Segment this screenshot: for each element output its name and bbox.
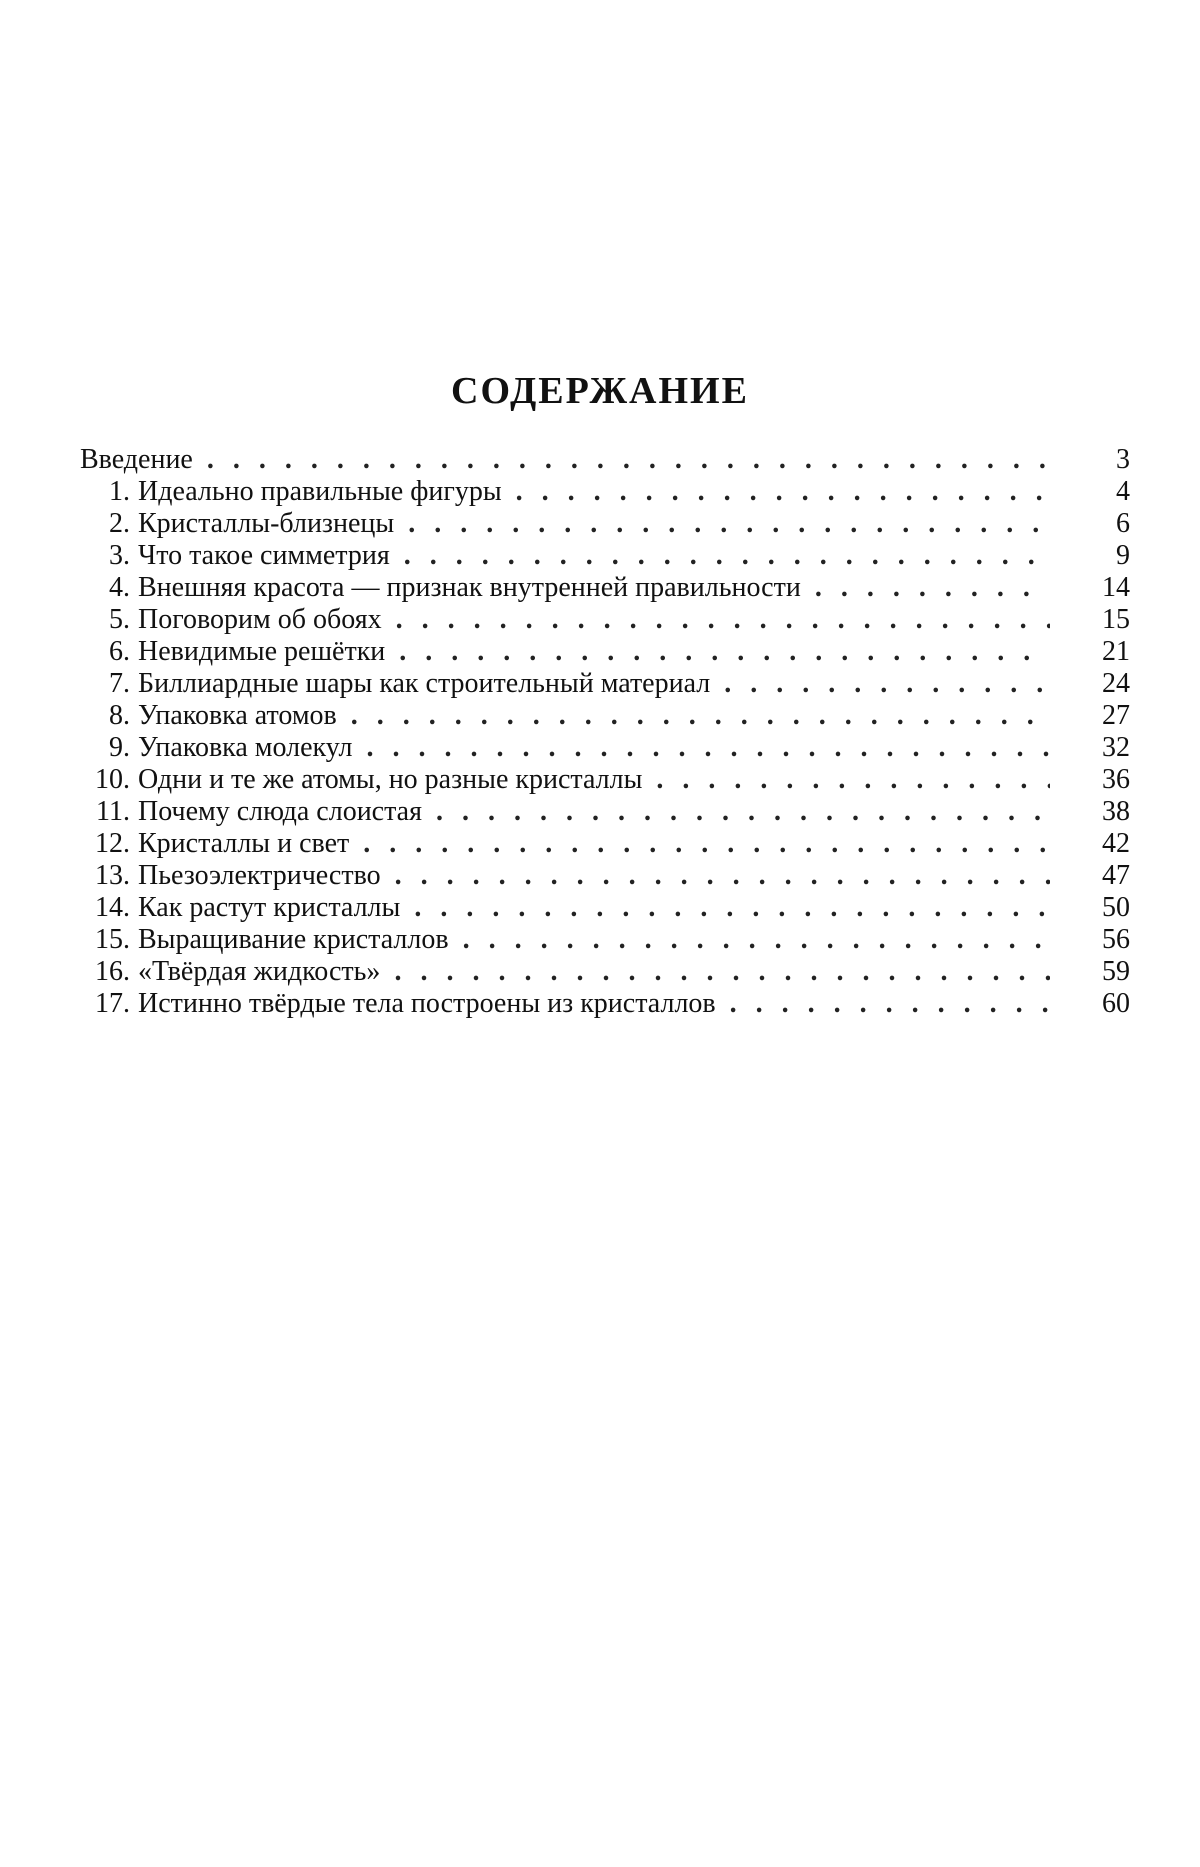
toc-dot-leader	[463, 924, 1050, 956]
toc-entry-title: Упаковка молекул	[138, 732, 353, 763]
toc-entry-page: 32	[1102, 732, 1130, 763]
toc-dot-leader	[436, 796, 1050, 828]
toc-entry-title: «Твёрдая жидкость»	[138, 956, 381, 987]
toc-entry[interactable]	[80, 444, 1130, 476]
toc-entry[interactable]	[80, 764, 1130, 796]
toc-entry-page: 24	[1102, 668, 1130, 699]
toc-entry[interactable]	[80, 796, 1130, 828]
toc-dot-leader	[408, 508, 1050, 540]
toc-entry-title: Выращивание кристаллов	[138, 924, 449, 955]
toc-entry[interactable]	[80, 508, 1130, 540]
toc-entry-number: 5.	[109, 604, 130, 635]
toc-entry-number: 12.	[95, 828, 130, 859]
toc-entry-number: 13.	[95, 860, 130, 891]
toc-entry-page: 42	[1102, 828, 1130, 859]
toc-entry-title: Невидимые решётки	[138, 636, 386, 667]
toc-entry-page: 15	[1102, 604, 1130, 635]
toc-entry-page: 9	[1116, 540, 1130, 571]
toc-entry-number: 2.	[109, 508, 130, 539]
toc-entry-number: 14.	[95, 892, 130, 923]
toc-entry[interactable]	[80, 572, 1130, 604]
toc-dot-leader	[395, 860, 1050, 892]
toc-entry-number: 8.	[109, 700, 130, 731]
toc-entry[interactable]	[80, 700, 1130, 732]
toc-entry[interactable]	[80, 540, 1130, 572]
toc-entry-number: 1.	[109, 476, 130, 507]
toc-entry[interactable]	[80, 956, 1130, 988]
toc-entry[interactable]	[80, 668, 1130, 700]
toc-entry-title: Упаковка атомов	[138, 700, 337, 731]
toc-dot-leader	[396, 604, 1050, 636]
toc-entry-number: 17.	[95, 988, 130, 1019]
toc-entry-page: 3	[1116, 444, 1130, 475]
toc-dot-leader	[351, 700, 1050, 732]
toc-entry-title: Введение	[80, 444, 193, 475]
toc-dot-leader	[394, 956, 1050, 988]
toc-entry[interactable]	[80, 476, 1130, 508]
toc-entry-title: Биллиардные шары как строительный материал	[138, 668, 711, 699]
toc-entry-number: 10.	[95, 764, 130, 795]
toc-dot-leader	[366, 732, 1050, 764]
toc-dot-leader	[516, 476, 1050, 508]
toc-entry-title: Идеально правильные фигуры	[138, 476, 502, 507]
toc-entry-title: Кристаллы-близнецы	[138, 508, 395, 539]
toc-entry-page: 6	[1116, 508, 1130, 539]
toc-entry[interactable]	[80, 636, 1130, 668]
toc-entry[interactable]	[80, 892, 1130, 924]
toc-entry-page: 47	[1102, 860, 1130, 891]
toc-dot-leader	[207, 444, 1050, 476]
toc-entry-page: 60	[1102, 988, 1130, 1019]
toc-entry[interactable]	[80, 828, 1130, 860]
toc-entry-number: 11.	[96, 796, 130, 827]
toc-entry-title: Кристаллы и свет	[138, 828, 350, 859]
toc-entry-page: 59	[1102, 956, 1130, 987]
toc-heading: СОДЕРЖАНИЕ	[451, 370, 749, 412]
toc-entry-page: 38	[1102, 796, 1130, 827]
toc-entry[interactable]	[80, 860, 1130, 892]
toc-entry-page: 36	[1102, 764, 1130, 795]
toc-entry-page: 14	[1102, 572, 1130, 603]
toc-entry-title: Истинно твёрдые тела построены из кристаллов	[138, 988, 716, 1019]
toc-entry-page: 27	[1102, 700, 1130, 731]
toc-dot-leader	[730, 988, 1050, 1020]
toc-entry[interactable]	[80, 732, 1130, 764]
toc-entry-title: Одни и те же атомы, но разные кристаллы	[138, 764, 643, 795]
toc-dot-leader	[399, 636, 1050, 668]
toc-entry-title: Поговорим об обоях	[138, 604, 382, 635]
toc-dot-leader	[656, 764, 1050, 796]
toc-entry-title: Пьезоэлектричество	[138, 860, 381, 891]
toc-dot-leader	[724, 668, 1050, 700]
toc-dot-leader	[363, 828, 1050, 860]
table-of-contents	[80, 444, 1130, 1020]
toc-entry-number: 3.	[109, 540, 130, 571]
toc-entry-number: 16.	[95, 956, 130, 987]
toc-entry[interactable]	[80, 604, 1130, 636]
toc-dot-leader	[404, 540, 1050, 572]
toc-entry-number: 7.	[109, 668, 130, 699]
toc-entry-title: Как растут кристаллы	[138, 892, 401, 923]
toc-entry[interactable]	[80, 924, 1130, 956]
toc-entry-number: 9.	[109, 732, 130, 763]
toc-entry-number: 6.	[109, 636, 130, 667]
toc-entry-title: Что такое симметрия	[138, 540, 390, 571]
toc-entry-page: 4	[1116, 476, 1130, 507]
toc-entry-title: Внешняя красота — признак внутренней правильности	[138, 572, 801, 603]
toc-entry-number: 15.	[95, 924, 130, 955]
toc-entry[interactable]	[80, 988, 1130, 1020]
toc-dot-leader	[414, 892, 1050, 924]
toc-entry-title: Почему слюда слоистая	[138, 796, 422, 827]
toc-dot-leader	[815, 572, 1050, 604]
toc-entry-page: 50	[1102, 892, 1130, 923]
toc-entry-number: 4.	[109, 572, 130, 603]
toc-entry-page: 56	[1102, 924, 1130, 955]
toc-entry-page: 21	[1102, 636, 1130, 667]
